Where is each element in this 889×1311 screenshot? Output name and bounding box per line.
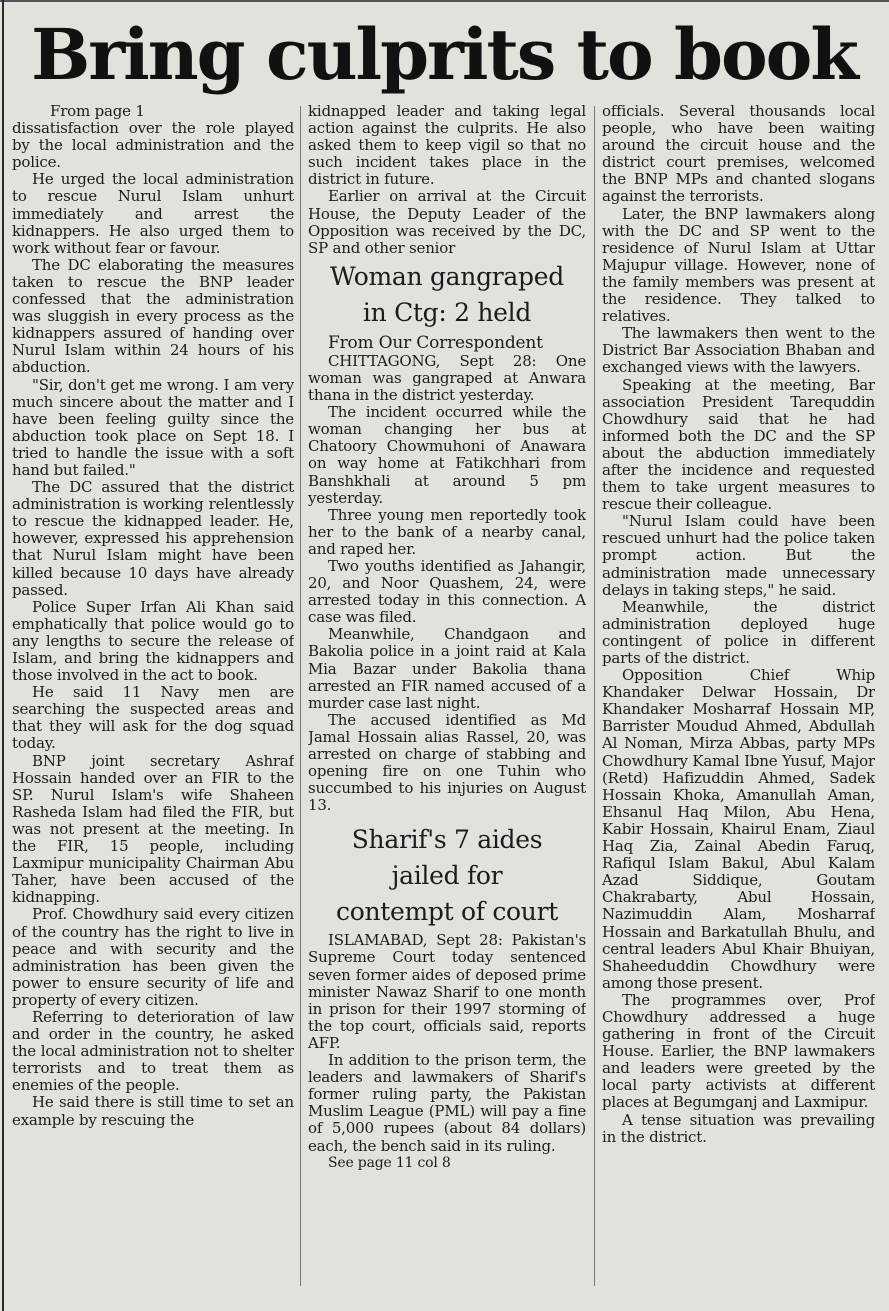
jump-to-line: See page 11 col 8 bbox=[328, 1154, 451, 1171]
paragraph: The DC elaborating the measures taken to rescue the BNP leader confessed that the administration was sluggish in every process as the kidnappers assured of handing over Nurul Islam within 24 hours of his abduction. bbox=[12, 255, 294, 377]
paragraph: Three young men reportedly took her to the bank of a nearby canal, and raped her. bbox=[308, 505, 586, 558]
paragraph: The lawmakers then went to the District Bar Association Bhaban and exchanged views with the lawyers. bbox=[602, 324, 875, 377]
left-border bbox=[2, 0, 4, 1311]
column-2 bbox=[308, 103, 586, 1298]
paragraph: BNP joint secretary Ashraf Hossain handed over an FIR to the SP. Nurul Islam's wife Shaheen Rasheda Islam had filed the FIR, but was not present at the meeting. In the FIR, 15 people, including Laxmipur municipality Chairman Abu Taher, have been accused of the kidnapping. bbox=[12, 751, 294, 907]
story3-headline-line2: jailed for bbox=[391, 861, 503, 891]
column-divider bbox=[594, 106, 595, 1286]
paragraph: Two youths identified as Jahangir, 20, and Noor Quashem, 24, were arrested today in this connection. A case was filed. bbox=[308, 556, 586, 627]
column-3 bbox=[602, 103, 875, 1298]
paragraph: "Nurul Islam could have been rescued unhurt had the police taken prompt action. But the administration made unnecessary delays in taking steps," he said. bbox=[602, 512, 875, 599]
paragraph: Meanwhile, Chandgaon and Bakolia police in a joint raid at Kala Mia Bazar under Bakolia thana arrested an FIR named accused of a murder case last night. bbox=[308, 625, 586, 712]
paragraph: In addition to the prison term, the leaders and lawmakers of Sharif's former ruling party, the Pakistan Muslim League (PML) will pay a fine of 5,000 rupees (about 84 dollars) each, the bench said in its ruling. bbox=[308, 1051, 586, 1155]
story2-headline-line2: in Ctg: 2 held bbox=[362, 297, 532, 327]
paragraph: The DC assured that the district administration is working relentlessly to rescue the kidnapped leader. He, however, expressed his apprehension that Nurul Islam might have been killed because 10 days have already passed. bbox=[12, 478, 294, 599]
paragraph: kidnapped leader and taking legal action against the culprits. He also asked them to keep vigil so that no such incident takes place in the district in future. bbox=[308, 103, 586, 189]
top-border bbox=[0, 0, 889, 2]
paragraph: CHITTAGONG, Sept 28: One woman was gangraped at Anwara thana in the district yesterday. bbox=[308, 351, 586, 405]
paragraph: officials. Several thousands local people, who have been waiting around the circuit house and the district court premises, welcomed the BNP MPs and chanted slogans against the terrorists. bbox=[602, 103, 875, 206]
story3-headline-line3: contempt of court bbox=[336, 897, 558, 927]
paragraph: ISLAMABAD, Sept 28: Pakistan's Supreme Court today sentenced seven former aides of deposed prime minister Nawaz Sharif to one month in prison for their 1997 storming of the top court, officials said, reports AFP. bbox=[308, 931, 586, 1052]
main-headline: Bring culprits to book bbox=[31, 13, 857, 96]
story2-headline bbox=[308, 259, 586, 331]
paragraph: Later, the BNP lawmakers along with the DC and SP went to the residence of Nurul Islam at Uttar Majupur village. However, none of the family members was present at the residence. They talked to relatives. bbox=[602, 204, 875, 326]
paragraph: A tense situation was prevailing in the district. bbox=[602, 1110, 875, 1146]
jump-from-line: From page 1 bbox=[50, 103, 145, 120]
paragraph: Earlier on arrival at the Circuit House, the Deputy Leader of the Opposition was received by the DC, SP and other senior bbox=[308, 187, 586, 257]
paragraph: Referring to deterioration of law and order in the country, he asked the local administration not to shelter terrorists and to treat them as enemies of the people. bbox=[12, 1007, 294, 1095]
column-divider bbox=[300, 106, 301, 1286]
paragraph: The programmes over, Prof Chowdhury addressed a huge gathering in front of the Circuit House. Earlier, the BNP lawmakers and leaders were greeted by the local party activists at different places at Begumganj and Laxmipur. bbox=[602, 990, 875, 1112]
story2-byline: From Our Correspondent bbox=[328, 332, 543, 353]
paragraph: Meanwhile, the district administration deployed huge contingent of police in different parts of the district. bbox=[602, 597, 875, 667]
paragraph: The incident occurred while the woman changing her bus at Chatoory Chowmuhoni of Anawara on way home at Fatikchhari from Banshkhali at around 5 pm yesterday. bbox=[308, 403, 586, 507]
paragraph: "Sir, don't get me wrong. I am very much sincere about the matter and I have been feeling guilty since the abduction took place on Sept 18. I tried to handle the issue with a soft hand but failed." bbox=[12, 375, 294, 479]
paragraph: The accused identified as Md Jamal Hossain alias Rassel, 20, was arrested on charge of stabbing and opening fire on one Tuhin who succumbed to his injuries on August 13. bbox=[308, 710, 586, 815]
story3-headline-line1: Sharif's 7 aides bbox=[351, 825, 543, 855]
paragraph: He urged the local administration to rescue Nurul Islam unhurt immediately and arrest the kidnappers. He also urged them to work without fear or favour. bbox=[12, 170, 294, 257]
story3-headline bbox=[308, 822, 586, 930]
paragraph: He said 11 Navy men are searching the suspected areas and that they will ask for the dog squad today. bbox=[12, 683, 294, 753]
paragraph: dissatisfaction over the role played by the local administration and the police. bbox=[12, 119, 294, 172]
paragraph: Speaking at the meeting, Bar association President Tarequddin Chowdhury said that he had informed both the DC and the SP about the abduction immediately after the incidence and requested them to take urgent measures to rescue their colleague. bbox=[602, 375, 875, 514]
column-1 bbox=[12, 103, 294, 1298]
paragraph: Police Super Irfan Ali Khan said emphatically that police would go to any lengths to secure the release of Islam, and bring the kidnappers and those involved in the act to book. bbox=[12, 597, 294, 685]
paragraph: He said there is still time to set an example by rescuing the bbox=[12, 1093, 294, 1129]
paragraph: Prof. Chowdhury said every citizen of the country has the right to live in peace and with security and the administration has been given the power to ensure security of life and property of every citizen. bbox=[12, 905, 294, 1009]
story2-headline-line1: Woman gangraped bbox=[330, 261, 564, 291]
paragraph: Opposition Chief Whip Khandaker Delwar Hossain, Dr Khandaker Mosharraf Hossain MP, Barrister Moudud Ahmed, Abdullah Al Noman, Mirza Abbas, party MPs Chowdhury Kamal Ibne Yusuf, Major (Retd) Hafizuddin Ahmed, Sadek Hossain Khoka, Amanullah Aman, Ehsanul Haq Milon, Abu Hena, Kabir Hossain, Khairul Enam, Ziaul Haq Zia, Zainal Abedin Faruq, Rafiqul Islam Bakul, Abul Kalam Azad Siddique, Goutam Chakrabarty, Abul Hossain, Nazimuddin Alam, Mosharraf Hossain and Barkatullah Bhulu, and central leaders Abul Khair Bhuiyan, Shaheeduddin Chowdhury were among those present. bbox=[602, 666, 875, 992]
